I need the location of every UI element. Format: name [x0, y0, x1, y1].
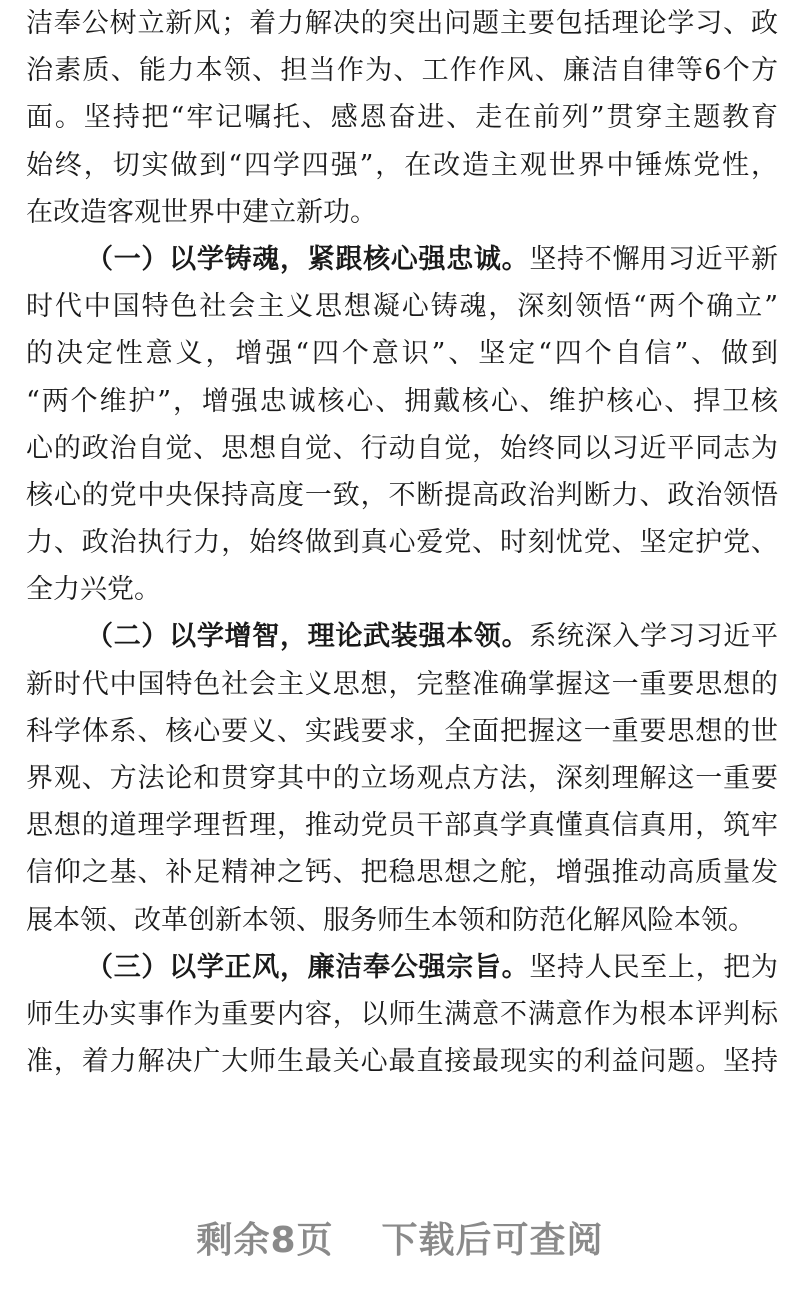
text-line: 时代中国特色社会主义思想凝心铸魂，深刻领悟“两个确立”	[26, 291, 778, 323]
intro-paragraph	[26, 0, 778, 236]
text-line: 思想的道理学理哲理，推动党员干部真学真懂真信真用，筑牢	[26, 810, 778, 842]
section-2-first-line	[26, 613, 778, 660]
text-line: 科学体系、核心要义、实践要求，全面把握这一重要思想的世	[26, 715, 778, 747]
text-line: 新时代中国特色社会主义思想，完整准确掌握这一重要思想的	[26, 668, 778, 700]
text-line: 治素质、能力本领、担当作为、工作作风、廉洁自律等6个方	[26, 55, 778, 87]
text-line: 的决定性意义，增强“四个意识”、坚定“四个自信”、做到	[26, 338, 778, 370]
download-to-view-label: 下载后可查阅	[381, 1220, 604, 1261]
text-line: 始终，切实做到“四学四强”，在改造主观世界中锤炼党性，	[26, 149, 778, 181]
document-body	[26, 0, 778, 1085]
text-line: 洁奉公树立新风；着力解决的突出问题主要包括理论学习、政	[26, 8, 778, 39]
text-line: 展本领、改革创新本领、服务师生本领和防范化解风险本领。	[26, 904, 755, 936]
text-line: 在改造客观世界中建立新功。	[26, 196, 377, 228]
section-1-heading: （一）以学铸魂，紧跟核心强忠诚。	[86, 243, 530, 275]
text-line: 面。坚持把“牢记嘱托、感恩奋进、走在前列”贯穿主题教育	[26, 102, 778, 134]
text-line: 全力兴党。	[26, 574, 161, 606]
section-1-first-line-text: 坚持不懈用习近平新	[529, 243, 778, 275]
text-line: 信仰之基、补足精神之钙、把稳思想之舵，增强推动高质量发	[26, 857, 778, 889]
section-3-heading: （三）以学正风，廉洁奉公强宗旨。	[86, 951, 530, 983]
section-3-first-line-text: 坚持人民至上，把为	[529, 951, 778, 983]
section-2-paragraph	[26, 613, 778, 943]
text-line: 力、政治执行力，始终做到真心爱党、时刻忧党、坚定护党、	[26, 527, 778, 559]
section-2-heading: （二）以学增智，理论武装强本领。	[86, 621, 530, 653]
section-2-first-line-text: 系统深入学习习近平	[529, 621, 778, 653]
section-3-first-line	[26, 944, 778, 991]
text-line: 核心的党中央保持高度一致，不断提高政治判断力、政治领悟	[26, 479, 778, 511]
text-line: 准，着力解决广大师生最关心最直接最现实的利益问题。坚持	[26, 1046, 778, 1078]
download-prompt[interactable]	[0, 1212, 800, 1263]
section-1-first-line	[26, 236, 778, 283]
remaining-pages-label: 剩余8页	[196, 1220, 334, 1261]
text-line: “两个维护”，增强忠诚核心、拥戴核心、维护核心、捍卫核	[26, 385, 778, 417]
section-3-paragraph	[26, 944, 778, 1086]
text-line: 师生办实事作为重要内容，以师生满意不满意作为根本评判标	[26, 998, 778, 1030]
section-1-paragraph	[26, 236, 778, 614]
text-line: 心的政治自觉、思想自觉、行动自觉，始终同以习近平同志为	[26, 432, 778, 464]
text-line: 界观、方法论和贯穿其中的立场观点方法，深刻理解这一重要	[26, 763, 778, 794]
